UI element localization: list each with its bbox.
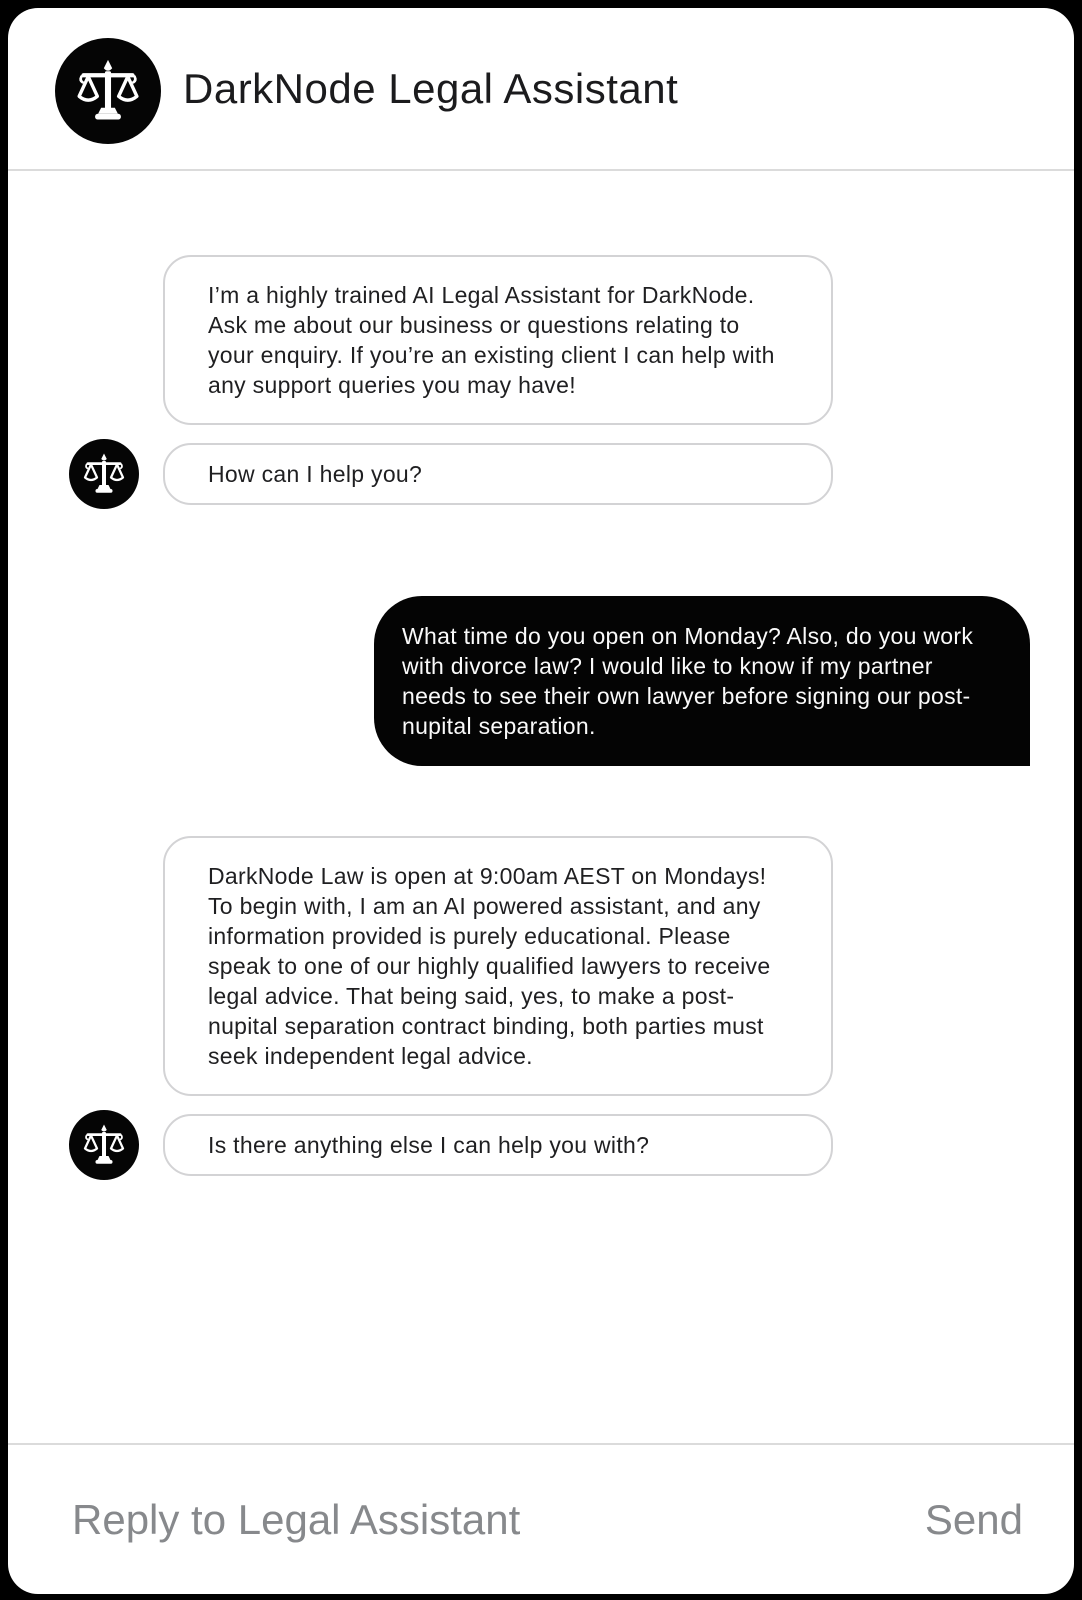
message-list: [8, 171, 1074, 1442]
message-row: [8, 439, 1074, 505]
scales-of-justice-icon: [79, 1120, 129, 1170]
send-button[interactable]: Send: [924, 1495, 1023, 1543]
avatar-slot: [8, 1110, 163, 1176]
assistant-message-bubble: I’m a highly trained AI Legal Assistant for DarkNode. Ask me about our business or questions relating to your enquiry. If you’re an existing client I can help with any support queries you may have!: [163, 255, 833, 425]
user-message-bubble: What time do you open on Monday? Also, do you work with divorce law? I would like to know if my partner needs to see their own lawyer before signing our post-nupital separation.: [374, 596, 1030, 766]
message-row: [8, 836, 1074, 1096]
scales-of-justice-icon: [79, 449, 129, 499]
scales-of-justice-icon: [70, 53, 146, 129]
message-row: [8, 255, 1074, 425]
message-row: [8, 596, 1074, 766]
composer: [8, 1445, 1074, 1594]
assistant-avatar: [69, 1110, 139, 1180]
assistant-message-bubble: DarkNode Law is open at 9:00am AEST on Mondays! To begin with, I am an AI powered assistant, and any information provided is purely educational. Please speak to one of our highly qualified lawyers to receive legal advice. That being said, yes, to make a post-nupital separation contract binding, both parties must seek independent legal advice.: [163, 836, 833, 1096]
avatar-slot: [8, 439, 163, 505]
app-logo: [55, 38, 161, 144]
reply-input[interactable]: [70, 1495, 925, 1545]
assistant-message-bubble: How can I help you?: [163, 443, 833, 505]
assistant-avatar: [69, 439, 139, 509]
app-title: DarkNode Legal Assistant: [183, 64, 679, 112]
message-row: [8, 1110, 1074, 1176]
header: [8, 8, 1074, 169]
assistant-message-bubble: Is there anything else I can help you with?: [163, 1114, 833, 1176]
chat-window: [8, 8, 1074, 1594]
